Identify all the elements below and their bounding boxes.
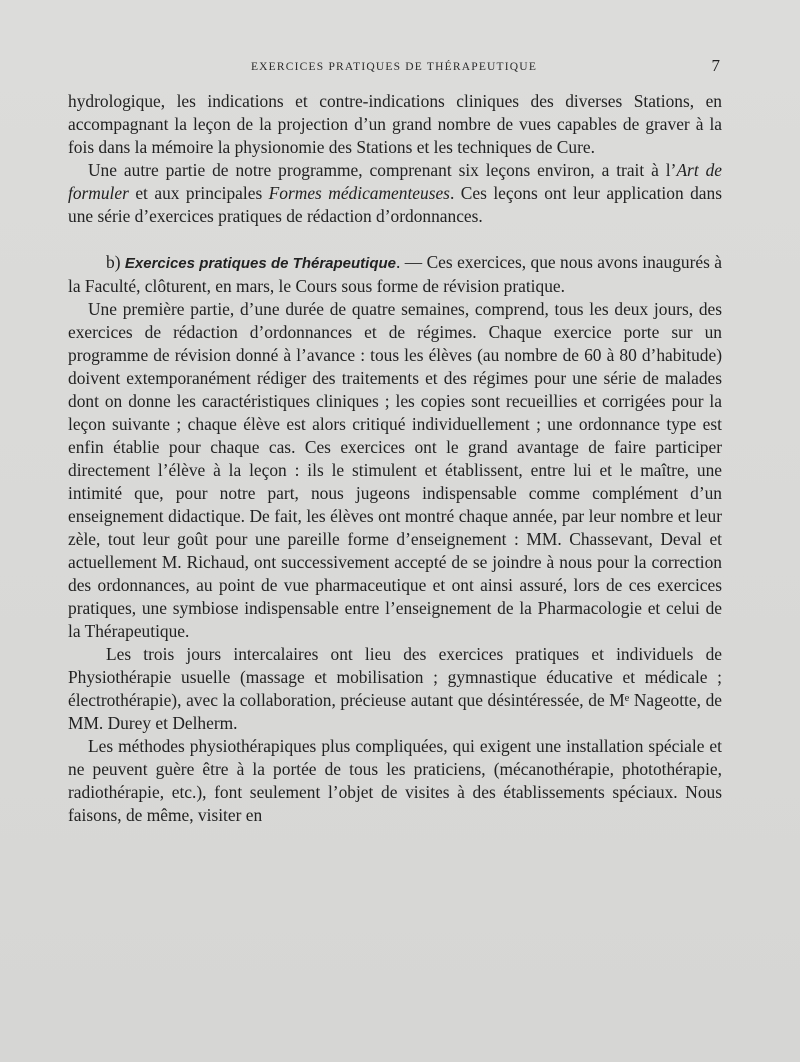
body-text — [68, 90, 722, 827]
paragraph-2 — [68, 159, 722, 228]
art-de-formuler: Art de formuler — [68, 160, 723, 203]
paragraph-3 — [68, 251, 722, 298]
formes-medicamenteuses: Formes médicamenteuses — [268, 183, 450, 203]
section-prefix: b) — [106, 252, 125, 272]
paragraph-3-text: . — Ces exercices, que nous avons inaugurés à la Faculté, clôturent, en mars, le Cours sous forme de révision pratique. — [68, 252, 723, 296]
page-header — [68, 56, 720, 78]
paragraph-1: hydrologique, les indications et contre-indications cliniques des diverses Stations, en accompagnant la leçon de la projection d’un grand nombre de vues capables de graver à la fois dans la mémoire la physionomie des Stations et les techniques de Cure. — [68, 91, 722, 157]
paragraph-6: Les méthodes physiothérapiques plus compliquées, qui exigent une installation spéciale et ne peuvent guère être à la portée de tous les praticiens, (mécanothérapie, photothérapie, radiothérapie, etc.), font seulement l’objet de visites à des établissements spéciaux. Nous faisons, de même, visiter en — [68, 736, 722, 825]
running-head: EXERCICES PRATIQUES DE THÉRAPEUTIQUE — [250, 61, 538, 73]
paragraph-2-mid: et aux principales — [128, 183, 269, 203]
paragraph-2-end: . Ces leçons ont leur application dans une série d’exercices pratiques de rédaction d’ordonnances. — [68, 183, 722, 226]
section-title: Exercices pratiques de Thérapeutique — [124, 255, 397, 272]
paragraph-5: Les trois jours intercalaires ont lieu des exercices pratiques et individuels de Physiothérapie usuelle (massage et mobilisation ; gymnastique éducative et médicale ; électrothérapie), avec la collaboration, précieuse autant que désintéressée, de Mᵉ Nageotte, de MM. Durey et Delherm. — [68, 644, 722, 733]
paragraph-2-start: Une autre partie de notre programme, comprenant six leçons environ, a trait à l’ — [88, 160, 677, 180]
paragraph-4: Une première partie, d’une durée de quatre semaines, comprend, tous les deux jours, des exercices de rédaction d’ordonnances et de régimes. Chaque exercice porte sur un programme de révision donné à l’avance : tous les élèves (au nombre de 60 à 80 d’habitude) doivent extemporanément rédiger des traitements et des régimes pour une série de malades dont on donne les caractéristiques cliniques ; les copies sont recueillies et corrigées pour la leçon suivante ; chaque élève est alors critiqué individuellement ; une ordonnance type est enfin établie pour chaque cas. Ces exercices ont le grand avantage de faire participer directement l’élève à la leçon : ils le stimulent et établissent, entre lui et le maître, une intimité que, pour notre part, nous jugeons indispensable comme complément d’un enseignement didactique. De fait, les élèves ont montré chaque année, par leur nombre et leur zèle, tout leur goût pour une pareille forme d’enseignement : MM. Chassevant, Deval et actuellement M. Richaud, ont successivement accepté de se joindre à nous pour la correction des ordonnances, au point de vue pharmaceutique et ont ainsi assuré, lors de ces exercices pratiques, une symbiose indispensable entre l’enseignement de la Pharmacologie et celui de la Thérapeutique. — [68, 299, 722, 641]
page-number: 7 — [711, 56, 720, 75]
